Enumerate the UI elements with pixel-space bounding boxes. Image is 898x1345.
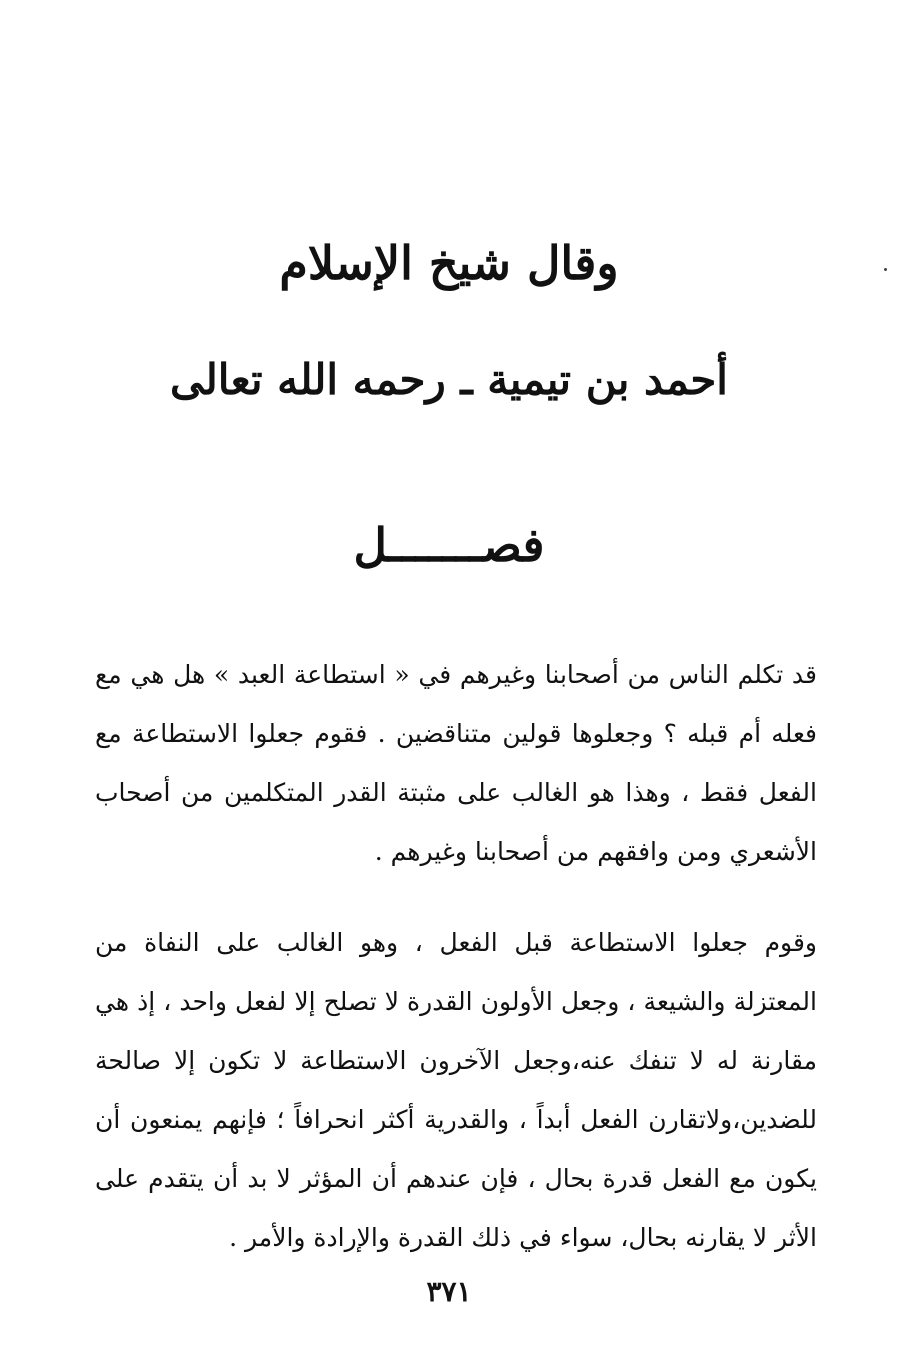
heading-line-1: وقال شيخ الإسلام — [279, 236, 619, 290]
body-paragraph-2: وقوم جعلوا الاستطاعة قبل الفعل ، وهو الغالب على النفاة من المعتزلة والشيعة ، وجعل الأولون القدرة لا تصلح إلا لفعل واحد ، إذ هي مقارنة له لا تنفك عنه،وجعل الآخرون الاستطاعة لا تكون إلا صالحة للضدين،ولاتقارن الفعل أبداً ، والقدرية أكثر انحرافاً ؛ فإنهم يمنعون أن يكون مع الفعل قدرة بحال ، فإن عندهم أن المؤثر لا بد أن يتقدم على الأثر لا يقارنه بحال، سواء في ذلك القدرة والإرادة والأمر . — [95, 928, 817, 1252]
scan-speck — [884, 268, 887, 271]
heading-line-2: أحمد بن تيمية ـ رحمه الله تعالى — [170, 355, 728, 404]
body-paragraph-1: قد تكلم الناس من أصحابنا وغيرهم في « استطاعة العبد » هل هي مع فعله أم قبله ؟ وجعلوها قولين متناقضين . فقوم جعلوا الاستطاعة مع الفعل فقط ، وهذا هو الغالب على مثبتة القدر المتكلمين من أصحاب الأشعري ومن وافقهم من أصحابنا وغيرهم . — [95, 660, 817, 866]
page-number: ٣٧١ — [426, 1275, 472, 1308]
section-title: فصـــــــل — [353, 518, 545, 572]
